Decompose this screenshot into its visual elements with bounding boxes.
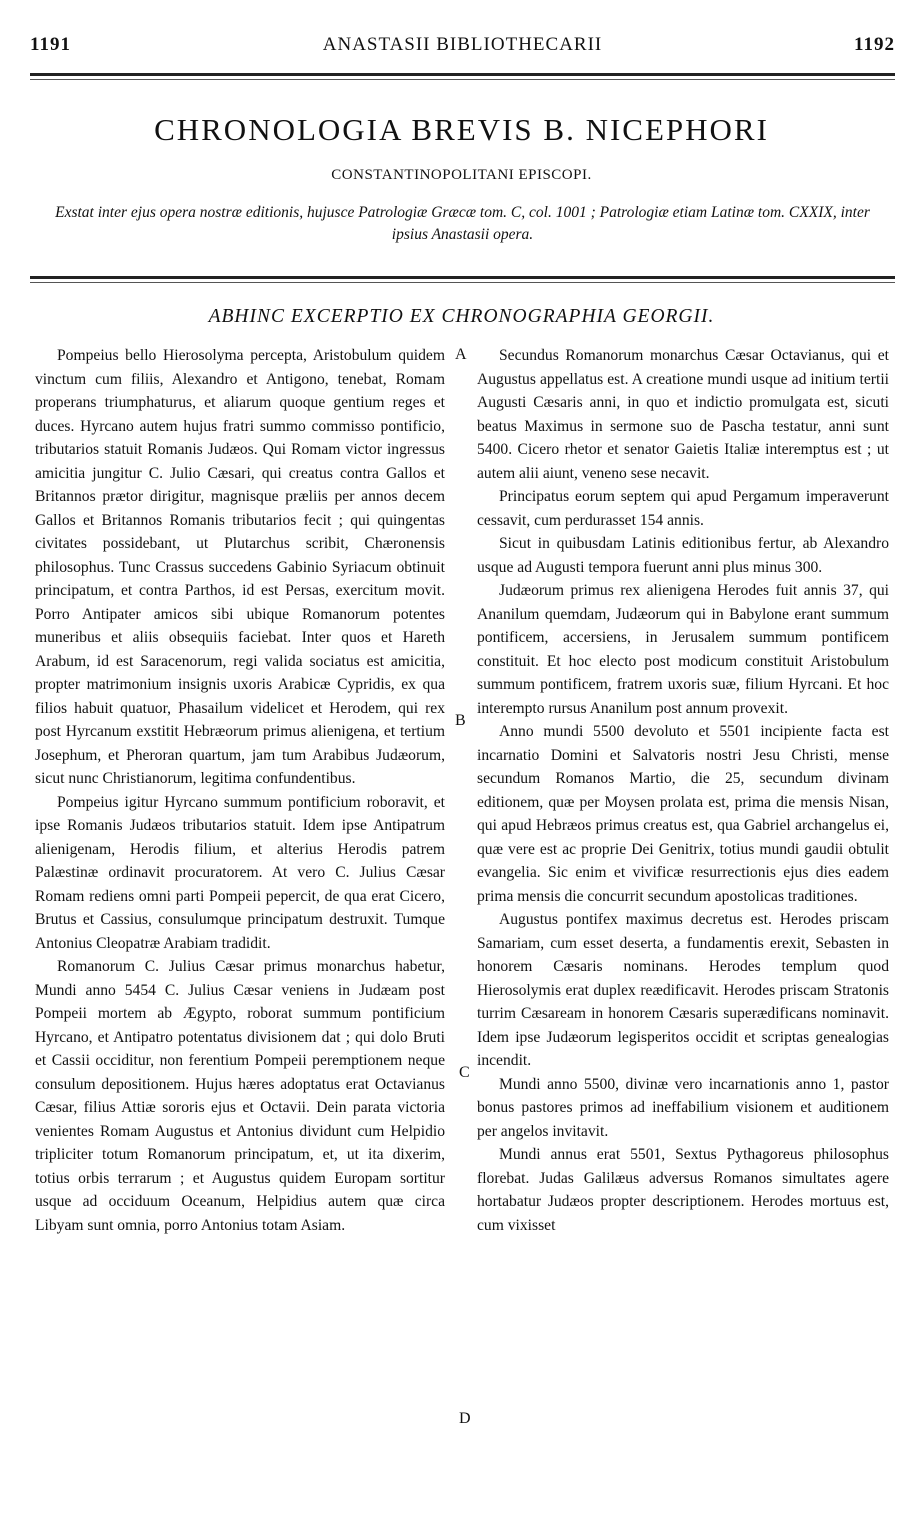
margin-letter-c: C <box>459 1064 470 1081</box>
paragraph: Pompeius igitur Hyrcano summum pontificium roboravit, et ipse Romanis Judæos tributarios statuit. Idem ipse Antipatrum alienigenam, Herodis filium, et alterius Herodis patrem Palæstinæ ordinavit procuratorem. At vero C. Julius Cæsar Romam rediens omni parti Pompeii pepercit, de qua erat Cicero, Brutus et Cassius, consulumque principatum destruxit. Tumque Antonius Cleopatræ Arabiam tradidit. <box>35 793 445 952</box>
header-rule-thin <box>30 79 895 80</box>
title-rule-thin <box>30 282 895 283</box>
page-number-left: 1191 <box>30 34 71 55</box>
paragraph: Principatus eorum septem qui apud Pergamum imperaverunt cessavit, cum perdurasset 154 annis. <box>477 488 889 529</box>
paragraph: Mundi anno 5500, divinæ vero incarnationis anno 1, pastor bonus pastores primos ad ineffabilium visionem et auditionem per angelos invitavit. <box>477 1075 889 1140</box>
header-rule <box>30 73 895 76</box>
work-title: CHRONOLOGIA BREVIS B. NICEPHORI <box>154 112 769 147</box>
paragraph: Judæorum primus rex alienigena Herodes fuit annis 37, qui Ananilum quemdam, Judæorum qui in Babylone erant summum pontificem, accersiens, in Jerusalem summum pontificem constituit. Et hoc electo post modicum constituit Aristobulum summum pontificem, fratrem uxoris suæ, filium Hyrcani. Et hoc interempto rursus Ananilum post annum provexit. <box>477 582 889 717</box>
paragraph: Secundus Romanorum monarchus Cæsar Octavianus, qui et Augustus appellatus est. A creatione mundi usque ad initium tertii Augusti Cæsaris anni, in quo et indictio promulgata est, sicuti beatus Maximus in sermone suo de Pascha testatur, anni sunt 5400. Cicero rhetor et senator Gaietis Italiæ interemptus est ; ut autem alii aiunt, veneno sese necavit. <box>477 347 889 482</box>
margin-letter-a: A <box>455 346 467 363</box>
paragraph: Anno mundi 5500 devoluto et 5501 incipiente facta est incarnatio Domini et Salvatoris nostri Jesu Christi, mense secundum Romanos Martio, die 25, secundum divinam editionem, quæ per Moysen prolata est, prima die mensis Nisan, qui apud Hebræos primus creatus est, qua Gabriel archangelus ei, quæ vere est ac proprie Dei Genitrix, totius mundi gaudii obtulit evangelia. Sic enim et vivificæ resurrectionis ejus dies eadem prima mensis die concurrit secundum apostolicas traditiones. <box>477 723 889 905</box>
work-subtitle: CONSTANTINOPOLITANI EPISCOPI. <box>331 167 592 183</box>
margin-letter-b: B <box>455 712 466 729</box>
paragraph: Pompeius bello Hierosolyma percepta, Aristobulum quidem vinctum cum filiis, Alexandro et Antigono, tenebat, Romam properans triumphaturus, et aliarum quoque gentium reges et duces. Hyrcano autem hujus fratri summo commisso pontificio, tributarios statuit Romanis Judæos. Qui Romam victor ingressus amicitia jungitur C. Julio Cæsari, qui creatus contra Gallos et Britannos prætor dirigitur, magnisque præliis per annos decem Gallos et Britannos Romanis tributarios fecit ; qui quingentas civitates possidebant, ut Plutarchus scribit, Chæronensis philosophus. Tunc Crassus succedens Gabinio Syriacum obtinuit principatum, et contra Parthos, id est Persas, exercitum movit. Porro Antipater amicos sibi ubique Romanorum potentes muneribus et aliis obsequiis faciebat. Inter quos et Hareth Arabum, id est Saracenorum, regi valida sociatus est amicitia, propter matrimonium insignis uxoris Arabicæ Cypridis, ex qua filios habuit quatuor, Phasailum videlicet et Herodem, qui rex post Hyrcanum exstitit Hebræorum primus alienigena, et tertium Josephum, et Pheroran quartum, jam tum Arabibus Judæorum, sicut nunc Christianorum, legitima confundentibus. <box>35 347 445 787</box>
section-title: ABHINC EXCERPTIO EX CHRONOGRAPHIA GEORGII. <box>208 306 715 327</box>
paragraph: Sicut in quibusdam Latinis editionibus fertur, ab Alexandro usque ad Augusti tempora fuerunt anni plus minus 300. <box>477 535 889 576</box>
paragraph: Augustus pontifex maximus decretus est. Herodes priscam Samariam, cum esset deserta, a fundamentis erexit, Sebasten in honorem Cæsaris nominans. Herodes templum quod Hierosolymis erat duplex reædificavit. Herodes priscam Stratonis turrim Cæsaream in honorem Cæsaris superædificans nominavit. Idem ipse Judæorum legisperitos occidit et scriptas genealogias incendit. <box>477 911 889 1069</box>
paragraph: Romanorum C. Julius Cæsar primus monarchus habetur, Mundi anno 5454 C. Julius Cæsar veniens in Judæam post Pompeii mortem ab Ægypto, roborat summum pontificium Hyrcano, et Antipatro potentatus divisionem dat ; qui dolo Bruti et Cassii occiditur, non ferentium Pompeii peremptionem neque consulum depositionem. Hujus hæres adoptatus erat Octavianus Cæsar, filius Attiæ sororis ejus et Octavii. Dein parata victoria venientes Romam Augustus et Antonius dividunt cum Helpidio tripliciter totum Romanorum principatum, et, ut ita dixerim, totius orbis terrarum ; et Augustus quidem Europam sortitur usque ad occiduum Oceanum, Helpidius autem quæ circa Libyam sunt omnia, porro Antonius totam Asiam. <box>35 958 445 1234</box>
page-number-right: 1192 <box>854 34 895 55</box>
paragraph: Mundi annus erat 5501, Sextus Pythagoreus philosophus florebat. Judas Galilæus adversus Romanos simultates agere hortabatur Judæos propter descriptionem. Herodes mortuus est, cum vixisset <box>477 1146 889 1234</box>
title-rule <box>30 276 895 279</box>
margin-letter-d: D <box>459 1410 471 1427</box>
running-title: ANASTASII BIBLIOTHECARII <box>322 34 603 55</box>
left-column <box>35 344 445 1237</box>
edition-note: Exstat inter ejus opera nostræ editionis, hujusce Patrologiæ Græcæ tom. C, col. 1001 ; Patrologiæ etiam Latinæ tom. CXXIX, inter ipsius Anastasii opera. <box>55 204 870 243</box>
right-column <box>477 344 889 1237</box>
running-header <box>30 34 895 62</box>
